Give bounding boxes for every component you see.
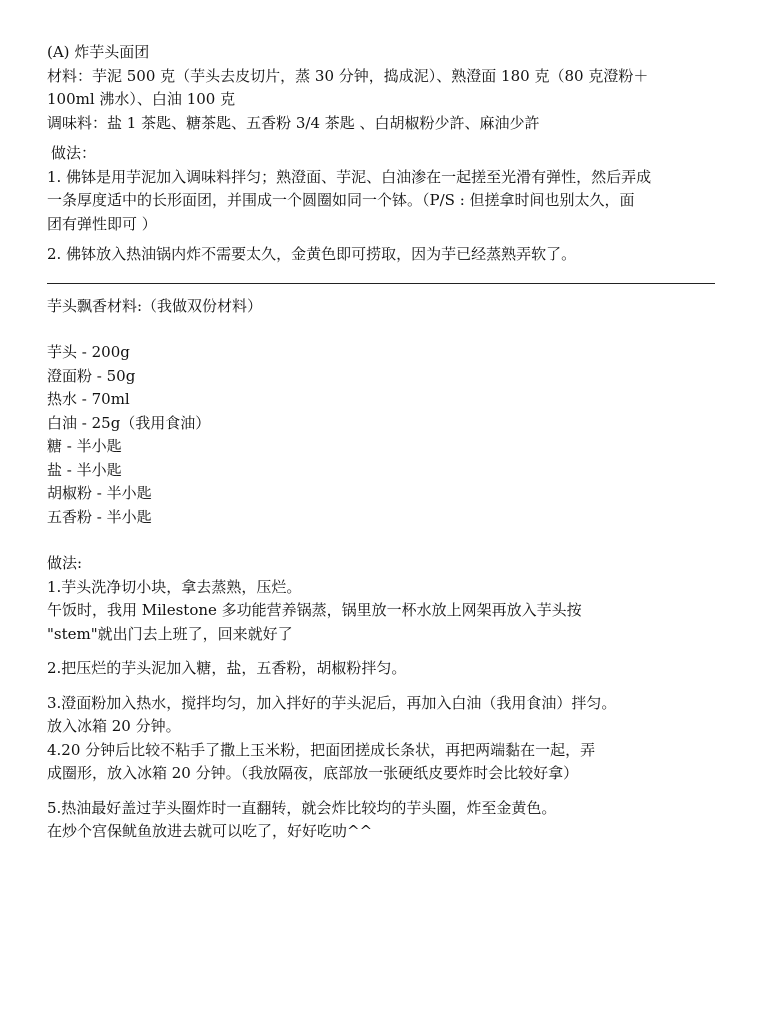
section-b-title: 芋头飘香材料:（我做双份材料） <box>47 296 263 315</box>
section-b-step4-line-2: 成圈形，放入冰箱 20 分钟。（我放隔夜，底部放一张硬纸皮要炸时会比较好拿） <box>47 764 579 782</box>
ingredient-item: 盐 - 半小匙 <box>47 460 122 479</box>
section-a-materials-line-1: 材料：芋泥 500 克（芋头去皮切片，蒸 30 分钟，捣成泥）、熟澄面 180 克（80 克澄粉＋ <box>47 66 649 85</box>
section-b-step3-line-1: 3.澄面粉加入热水，搅拌均匀，加入拌好的芋头泥后，再加入白油（我用食油）拌匀。 <box>47 693 617 712</box>
document-page <box>47 41 727 844</box>
section-a-seasoning: 调味料：盐 1 茶匙、糖茶匙、五香粉 3/4 茶匙 、白胡椒粉少許、麻油少許 <box>47 113 540 132</box>
spacer <box>47 529 727 552</box>
spacer <box>47 318 727 341</box>
ingredient-item: 五香粉 - 半小匙 <box>47 507 152 526</box>
section-b-method-label: 做法: <box>47 554 83 572</box>
ingredient-list <box>47 341 727 529</box>
ingredient-item: 胡椒粉 - 半小匙 <box>47 484 152 502</box>
section-a-title: (A) 炸芋头面团 <box>47 43 150 61</box>
section-a-step1-line-1: 1. 佛钵是用芋泥加入调味料拌匀；熟澄面、芋泥、白油渗在一起搓至光滑有弹性，然后弄成 <box>47 167 652 186</box>
spacer <box>47 681 727 692</box>
section-a-step1-line-2: 一条厚度适中的长形面团，并围成一个圆圈如同一个钵。（P/S : 但搓拿时间也别太久，面 <box>47 191 635 209</box>
horizontal-divider <box>47 283 715 284</box>
section-b-step4-line-1: 4.20 分钟后比较不粘手了撒上玉米粉，把面团搓成长条状，再把两端黏在一起，弄 <box>47 740 596 759</box>
spacer <box>47 236 727 243</box>
ingredient-item: 芋头 - 200g <box>47 343 130 361</box>
ingredient-item: 糖 - 半小匙 <box>47 437 122 455</box>
section-b-step2: 2.把压烂的芋头泥加入糖，盐，五香粉，胡椒粉拌匀。 <box>47 659 407 677</box>
section-a-method-label: 做法： <box>51 144 97 162</box>
section-b-step1-line-3: "stem"就出门去上班了，回来就好了 <box>47 624 293 643</box>
spacer <box>47 646 727 657</box>
section-a-step1-line-3: 团有弹性即可 ） <box>47 214 157 233</box>
section-b-step5-line-1: 5.热油最好盖过芋头圈炸时一直翻转，就会炸比较均的芋头圈，炸至金黄色。 <box>47 798 557 817</box>
section-b-step1-line-1: 1.芋头洗净切小块，拿去蒸熟，压烂。 <box>47 577 302 596</box>
ingredient-item: 澄面粉 - 50g <box>47 366 136 385</box>
spacer <box>47 786 727 797</box>
section-a-step2: 2. 佛钵放入热油锅内炸不需要太久，金黄色即可捞取，因为芋已经蒸熟弄软了。 <box>47 245 577 263</box>
section-b-step5-line-2: 在炒个宫保鱿鱼放进去就可以吃了，好好吃叻^^ <box>47 822 373 840</box>
spacer <box>47 135 727 142</box>
ingredient-item: 热水 - 70ml <box>47 390 130 408</box>
section-a-materials-line-2: 100ml 沸水）、白油 100 克 <box>47 90 236 108</box>
section-b-step1-line-2: 午饭时，我用 Milestone 多功能营养锅蒸，锅里放一杯水放上网架再放入芋头按 <box>47 601 582 619</box>
ingredient-item: 白油 - 25g（我用食油） <box>47 413 211 432</box>
section-b-step3-line-2: 放入冰箱 20 分钟。 <box>47 717 181 735</box>
